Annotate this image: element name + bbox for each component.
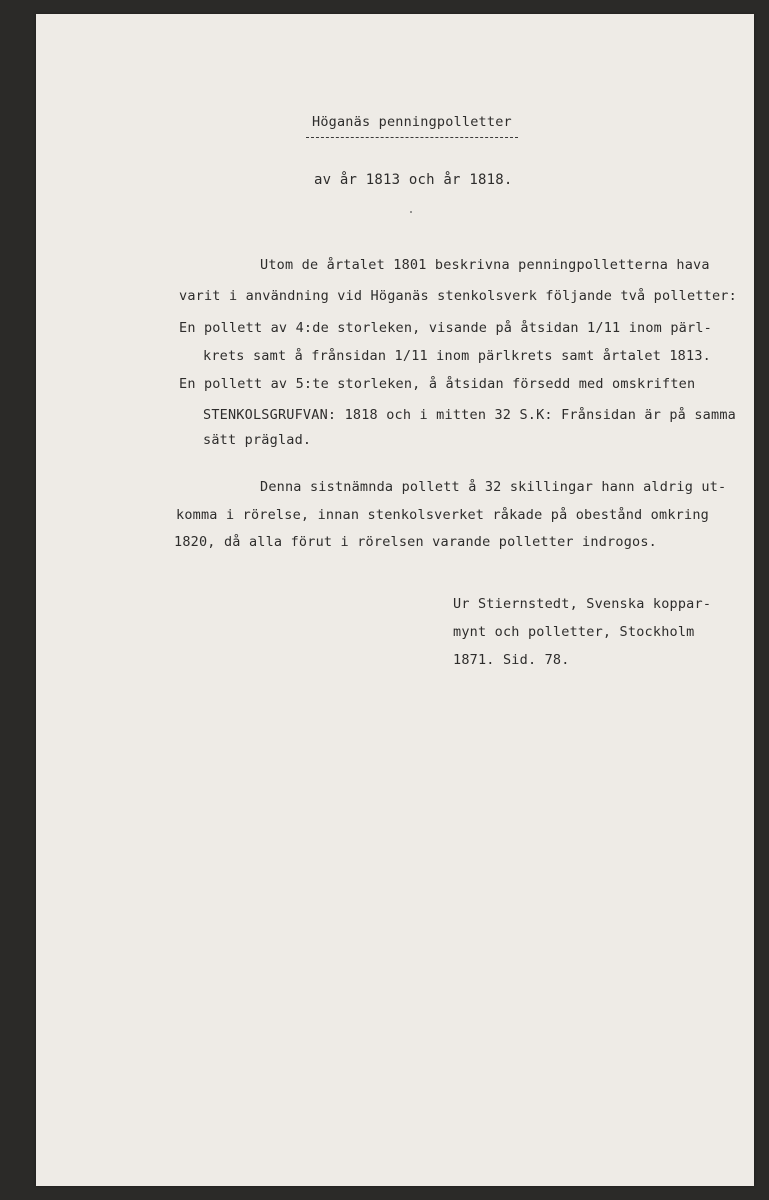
title-underline <box>306 137 518 138</box>
paragraph-3-line: Denna sistnämnda pollett å 32 skillingar hann aldrig ut- <box>260 479 727 495</box>
paragraph-2-line: krets samt å frånsidan 1/11 inom pärlkrets samt årtalet 1813. <box>203 348 711 364</box>
document-title: Höganäs penningpolletter <box>312 114 512 130</box>
document-subtitle: av år 1813 och år 1818. <box>314 172 513 188</box>
paragraph-2-line: En pollett av 4:de storleken, visande på åtsidan 1/11 inom pärl- <box>179 320 712 336</box>
paragraph-3-line: komma i rörelse, innan stenkolsverket råkade på obestånd omkring <box>176 507 709 523</box>
paragraph-2-line: sätt präglad. <box>203 432 312 448</box>
paragraph-2-line: En pollett av 5:te storleken, å åtsidan försedd med omskriften <box>179 376 696 392</box>
paragraph-1-line: Utom de årtalet 1801 beskrivna penningpolletterna hava <box>260 257 710 273</box>
reference-line: Ur Stiernstedt, Svenska koppar- <box>453 596 712 612</box>
reference-line: mynt och polletter, Stockholm <box>453 624 695 640</box>
ink-dot <box>410 211 412 213</box>
paragraph-3-line: 1820, då alla förut i rörelsen varande polletter indrogos. <box>174 534 658 550</box>
paragraph-2-line: STENKOLSGRUFVAN: 1818 och i mitten 32 S.K: Frånsidan är på samma <box>203 407 736 423</box>
document-page <box>36 14 754 1186</box>
reference-line: 1871. Sid. 78. <box>453 652 570 668</box>
paragraph-1-line: varit i användning vid Höganäs stenkolsverk följande två polletter: <box>179 288 737 304</box>
